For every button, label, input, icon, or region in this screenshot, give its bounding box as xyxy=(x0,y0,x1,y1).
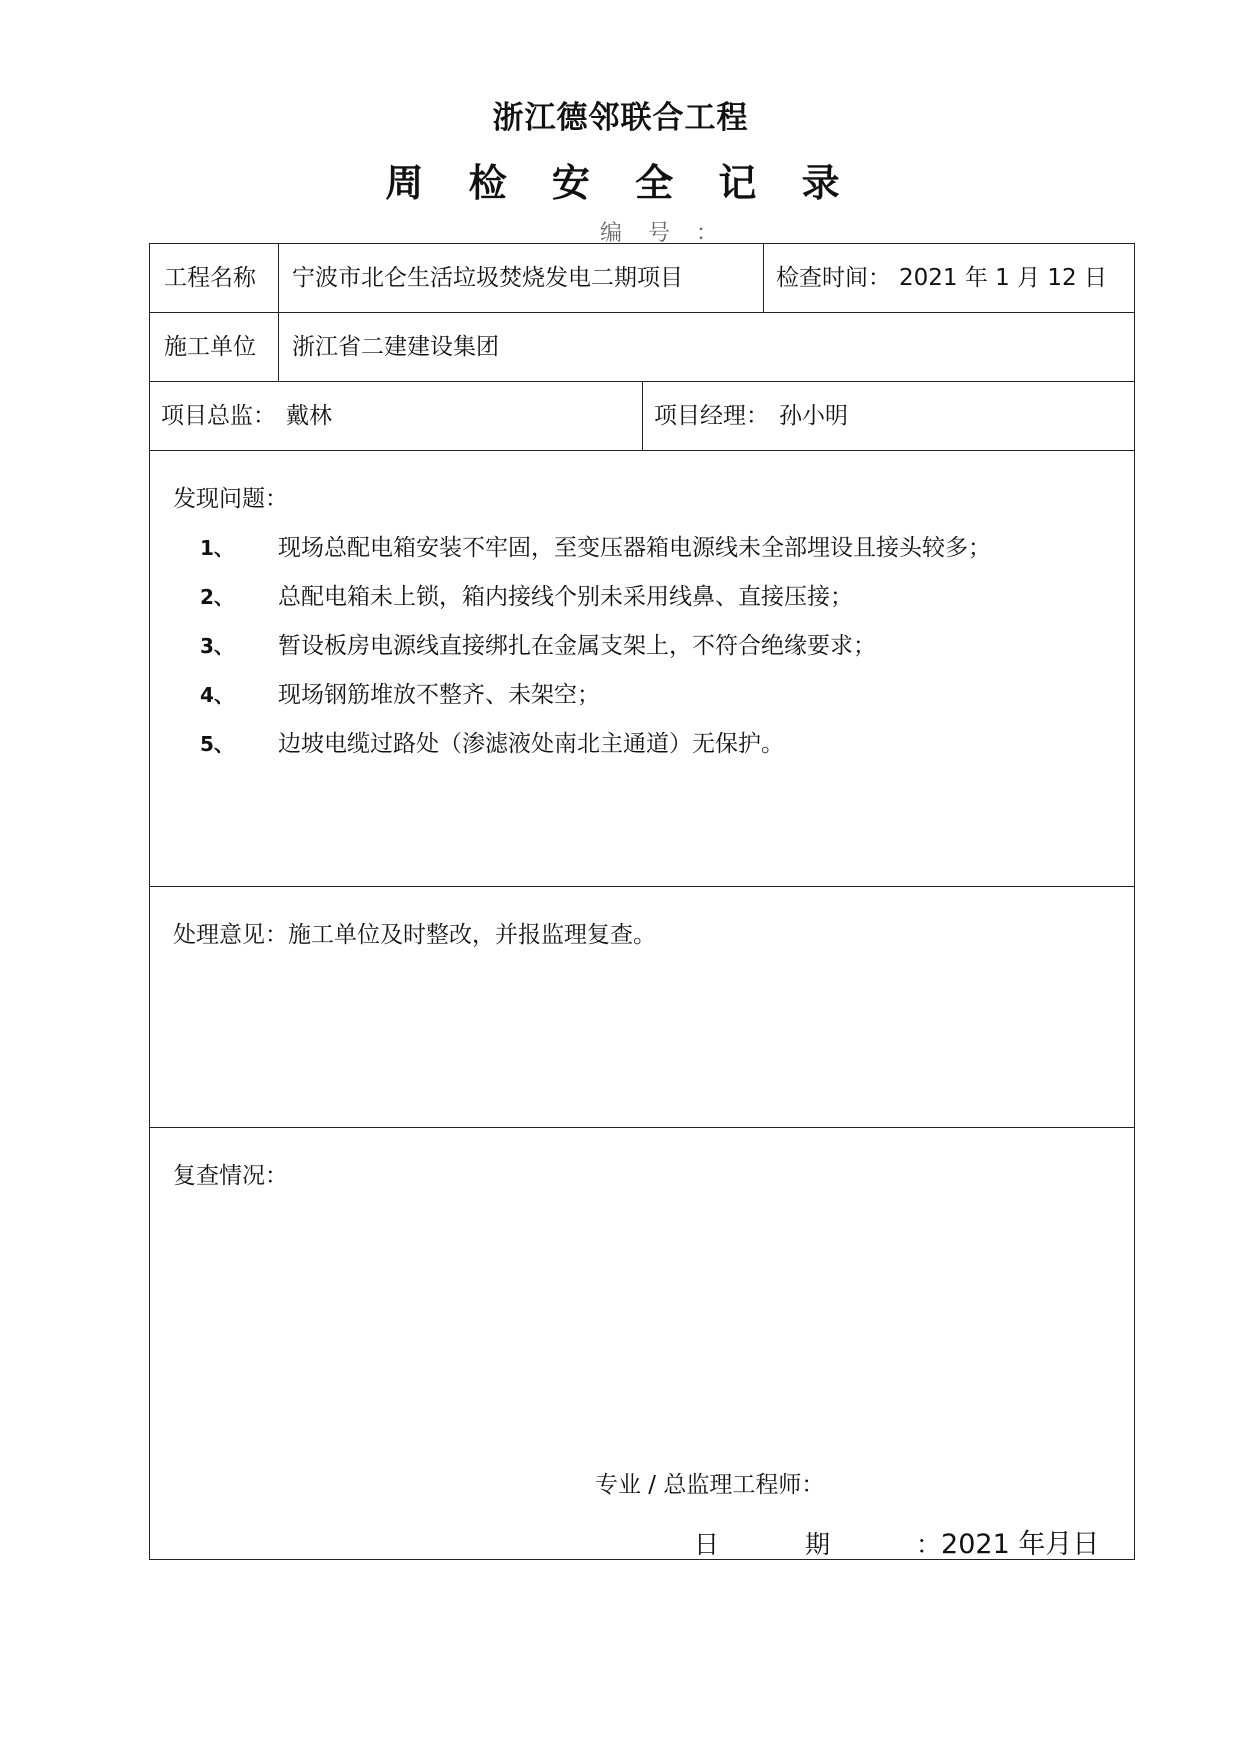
findings-list xyxy=(200,524,991,769)
column-divider xyxy=(763,244,764,312)
list-item xyxy=(200,573,991,622)
review-label: 复查情况： xyxy=(173,1163,288,1189)
contractor-label: 施工单位 xyxy=(164,334,256,360)
row-divider xyxy=(150,312,1134,313)
issue-text: 暂设板房电源线直接绑扎在金属支架上，不符合绝缘要求； xyxy=(278,633,876,659)
project-manager-label: 项目经理： xyxy=(654,403,769,429)
list-item xyxy=(200,524,991,573)
list-item xyxy=(200,671,991,720)
handling-label: 处理意见： xyxy=(173,922,288,948)
issue-text: 边坡电缆过路处（渗滤液处南北主通道）无保护。 xyxy=(278,731,784,757)
project-name-label: 工程名称 xyxy=(164,265,256,291)
list-item xyxy=(200,720,991,769)
issue-text: 现场总配电箱安装不牢固，至变压器箱电源线未全部埋设且接头较多； xyxy=(278,535,991,561)
row-divider xyxy=(150,450,1134,451)
signature-label: 专业 / 总监理工程师： xyxy=(595,1472,825,1498)
column-divider xyxy=(278,244,279,381)
column-divider xyxy=(642,381,643,450)
issue-number: 2、 xyxy=(200,585,234,609)
row-divider xyxy=(150,886,1134,887)
document-title: 周 检 安 全 记 录 xyxy=(385,161,856,205)
organization-title: 浙江德邻联合工程 xyxy=(492,100,749,136)
issue-number: 1、 xyxy=(200,536,234,560)
chief-supervisor-label: 项目总监： xyxy=(161,403,276,429)
row-divider xyxy=(150,1127,1134,1128)
list-item xyxy=(200,622,991,671)
findings-label: 发现问题： xyxy=(173,486,288,512)
contractor-value: 浙江省二建建设集团 xyxy=(292,334,499,360)
serial-number-label: 编号 xyxy=(600,221,697,246)
issue-number: 5、 xyxy=(200,732,234,756)
date-value: 2021 年月日 xyxy=(941,1529,1100,1560)
issue-text: 现场钢筋堆放不整齐、未架空； xyxy=(278,682,600,708)
issue-text: 总配电箱未上锁，箱内接线个别未采用线鼻、直接压接； xyxy=(278,584,853,610)
handling-opinion xyxy=(173,916,656,949)
serial-number-colon: ： xyxy=(696,221,719,246)
date-label: 日期 xyxy=(694,1530,917,1559)
check-time-value: 2021 年 1 月 12 日 xyxy=(899,265,1107,291)
date-colon: ： xyxy=(916,1530,942,1559)
handling-text: 施工单位及时整改，并报监理复查。 xyxy=(288,922,656,948)
chief-supervisor-value: 戴林 xyxy=(286,403,332,429)
issue-number: 4、 xyxy=(200,683,234,707)
review-date xyxy=(694,1522,1099,1561)
project-name-value: 宁波市北仑生活垃圾焚烧发电二期项目 xyxy=(292,265,683,291)
inspection-form xyxy=(149,243,1135,1560)
project-manager-value: 孙小明 xyxy=(779,403,848,429)
issue-number: 3、 xyxy=(200,634,234,658)
check-time-label: 检查时间： xyxy=(776,265,891,291)
